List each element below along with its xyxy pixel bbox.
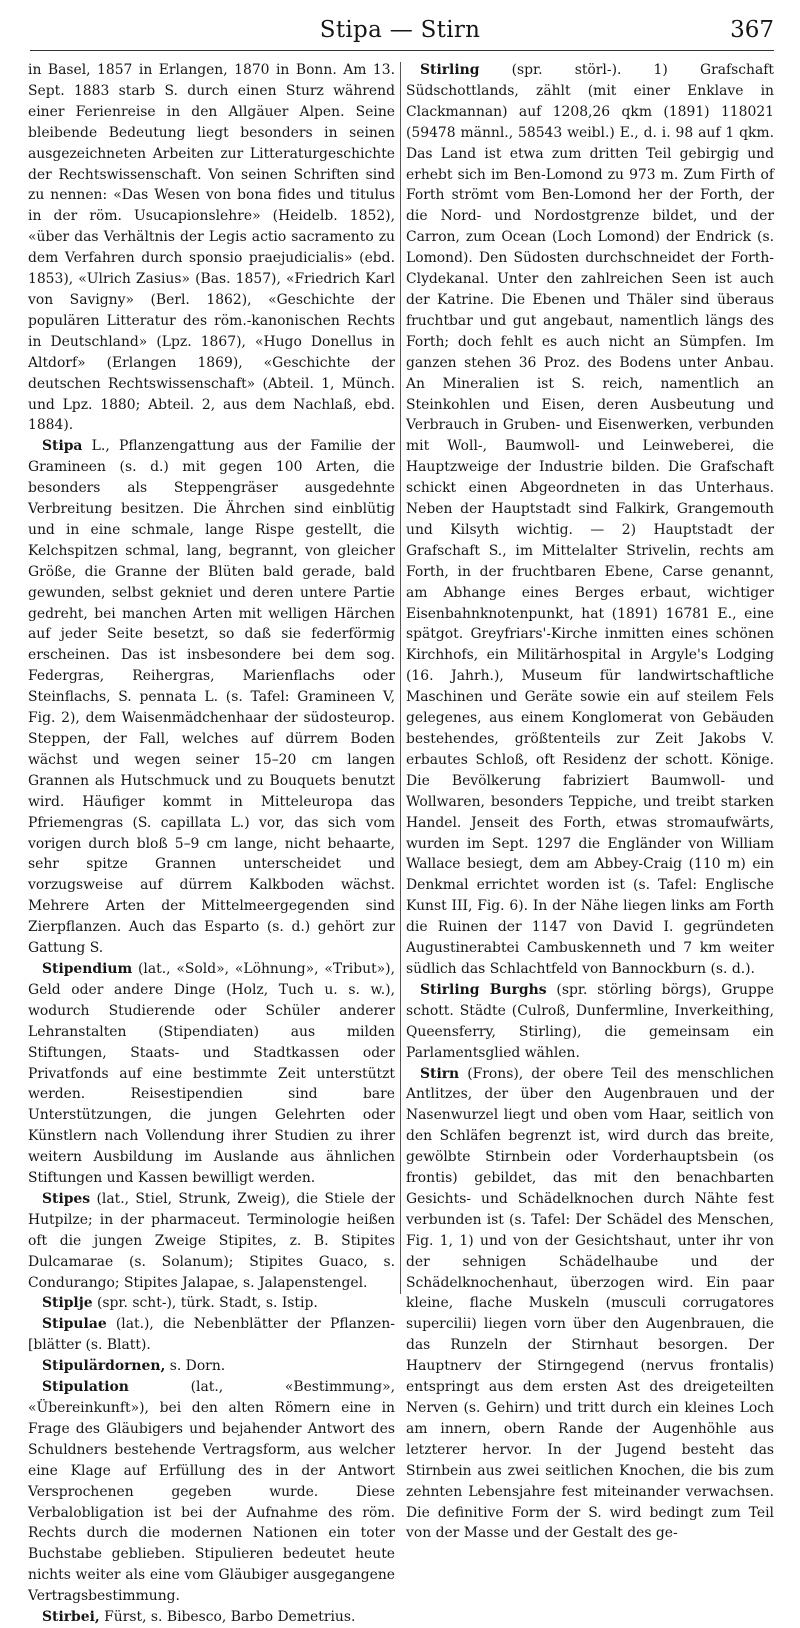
headword: Stipulae bbox=[42, 1316, 107, 1333]
running-header bbox=[30, 10, 774, 51]
entry-stipendium bbox=[28, 959, 395, 1189]
entry-stipulae bbox=[28, 1314, 395, 1356]
entry-text: (lat., «Bestimmung», «Übereinkunft»), bei den alten Römern eine in Frage des Gläubigers und bejahender Antwort des Schuldners bestehende Vertragsform, aus welcher eine Klage auf Erfüllung des in der Antwort Versprochenen gegeben wurde. Diese Verbalobligation ist bei der Aufnahme des röm. Rechts durch die modernen Nationen ein toter Buchstabe geblieben. Stipulieren bedeutet heute nichts weiter als eine vom Gläubiger ausgegangene Vertragsbestimmung. bbox=[28, 1379, 395, 1605]
entry-stirbei bbox=[28, 1607, 395, 1628]
entry-text: (spr. störl-). 1) Grafschaft Südschottlands, zählt (mit einer Enklave in Clackmannan) auf 1208,26 qkm (1891) 118021 (59478 männl., 58543 weibl.) E., d. i. 98 auf 1 qkm. Das Land ist etwa zum dritten Teil gebirgig und erhebt sich im Ben-Lomond zu 973 m. Zum Firth of Forth strömt vom Ben-Lomond her der Forth, der die Nord- und Nordostgrenze bildet, und der Carron, zum Ocean (Loch Lomond) der Endrick (s. Lomond). Den Südosten durchschneidet der Forth-Clydekanal. Unter den zahlreichen Seen ist auch der Katrine. Die Ebenen und Thäler sind überaus fruchtbar und gut angebaut, namentlich längs des Forth; doch fehlt es auch nicht an Sümpfen. Im ganzen stehen 36 Proz. des Bodens unter Anbau. An Mineralien ist S. reich, namentlich an Steinkohlen und Eisen, deren Ausbeutung und Verbrauch in Gruben- und Eisenwerken, verbunden mit Woll-, Baumwoll- und Leinweberei, die Hauptzweige der Industrie bilden. Die Grafschaft schickt einen Abgeordneten in das Unterhaus. Neben der Hauptstadt sind Falkirk, Grangemouth und Kilsyth wichtig. — 2) Hauptstadt der Grafschaft S., im Mittelalter Strivelin, rechts am Forth, in der fruchtbaren Ebene, Carse genannt, am Abhange eines Berges erbaut, wichtiger Eisenbahnknotenpunkt, hat (1891) 16781 E., eine spätgot. Greyfriars'-Kirche inmitten eines schönen Kirchhofs, ein Militärhospital in Argyle's Lodging (16. Jahrh.), Museum für landwirtschaftliche Maschinen und Geräte sowie ein auf steilem Fels gelegenes, aus einem Konglomerat von Gebäuden bestehendes, größtenteils zur Zeit Jakobs V. erbautes Schloß, oft Residenz der schott. Könige. Die Bevölkerung fabriziert Baumwoll- und Wollwaren, besonders Teppiche, und treibt starken Handel. Jenseit des Forth, etwas stromaufwärts, wurden im Sept. 1297 die Engländer von William Wallace besiegt, dem am Abbey-Craig (110 m) ein Denkmal errichtet worden ist (s. Tafel: Englische Kunst III, Fig. 6). In der Nähe liegen links am Forth die Ruinen der 1147 von David I. gegründeten Augustinerabtei Cambuskenneth und 7 km weiter südlich das Schlachtfeld von Bannockburn (s. d.). bbox=[406, 62, 774, 977]
entry-stipes bbox=[28, 1189, 395, 1294]
column-divider bbox=[400, 62, 401, 1294]
headword: Stiplje bbox=[42, 1295, 93, 1312]
page-number: 367 bbox=[730, 17, 774, 43]
entry-text: (lat., «Sold», «Löhnung», «Tribut»), Geld oder andere Dinge (Holz, Tuch u. s. w.), wodurch Studierende oder Schüler anderer Lehranstalten (Stipendiaten) aus milden Stiftungen, Staats- und Stadtkassen oder Privatfonds auf eine bestimmte Zeit unterstützt werden. Reisestipendien sind bare Unterstützungen, die jungen Gelehrten oder Künstlern nach Vollendung ihrer Studien zu ihrer weitern Ausbildung im Auslande aus ähnlichen Stiftungen und Kassen bewilligt werden. bbox=[28, 960, 395, 1187]
headword: Stipes bbox=[42, 1190, 91, 1207]
entry-stipa bbox=[28, 436, 395, 959]
headword: Stipa bbox=[42, 438, 83, 455]
entry-text: Fürst, s. Bibesco, Barbo Demetrius. bbox=[99, 1609, 356, 1626]
headword: Stipulation bbox=[42, 1379, 129, 1396]
right-column bbox=[406, 60, 774, 1542]
headword: Stirling Burghs bbox=[420, 981, 547, 998]
entry-text: L., Pflanzengattung aus der Familie der Gramineen (s. d.) mit gegen 100 Arten, die besonders als Steppengräser ausgedehnte Verbreitung besitzen. Die Ährchen sind einblütig und in eine schmale, lange Rispe gestellt, die Kelchspitzen schmal, lang, begrannt, von gleicher Größe, die Granne der Blüten bald gerade, bald gewunden, selbst gekniet und deren untere Partie gedreht, bei manchen Arten mit welligen Härchen auf jeder Seite besetzt, so daß sie federförmig erscheinen. Das ist insbesondere bei dem sog. Federgras, Reihergras, Marienflachs oder Steinflachs, S. pennata L. (s. Tafel: Gramineen V, Fig. 2), dem Waisenmädchenhaar der südosteurop. Steppen, der Fall, welches auf dürrem Boden wächst und wegen seiner 15–20 cm langen Grannen als Hutschmuck und zu Bouquets benutzt wird. Häufiger kommt in Mitteleuropa das Pfriemengras (S. capillata L.) vor, das sich vom vorigen durch bloß 5–9 cm lange, nicht behaarte, sehr spitze Grannen unterscheidet und vorzugsweise auf dürrem Kalkboden wächst. Mehrere Arten der Mittelmeergegenden sind Zierpflanzen. Auch das Esparto (s. d.) gehört zur Gattung S. bbox=[28, 438, 395, 957]
headword: Stirling bbox=[420, 62, 480, 78]
entry-continuation: in Basel, 1857 in Erlangen, 1870 in Bonn. Am 13. Sept. 1883 starb S. durch einen Sturz während einer Ferienreise in den Allgäuer Alpen. Seine bleibende Bedeutung liegt besonders in seinen ausgezeichneten Arbeiten zur Litteraturgeschichte der Rechtswissenschaft. Von seinen Schriften sind zu nennen: «Das Wesen von bona fides und titulus in der röm. Usucapionslehre» (Heidelb. 1852), «über das Verhältnis der Legis actio sacramento zu dem Verfahren durch sponsio praejudicialis» (ebd. 1853), «Ulrich Zasius» (Bas. 1857), «Friedrich Karl von Savigny» (Berl. 1862), «Geschichte der populären Litteratur des röm.-kanonischen Rechts in Deutschland» (Lpz. 1867), «Hugo Donellus in Altdorf» (Erlangen 1869), «Geschichte der deutschen Rechtswissenschaft» (Abteil. 1, Münch. und Lpz. 1880; Abteil. 2, aus dem Nachlaß, ebd. 1884). bbox=[28, 62, 395, 434]
entry-text: (lat.), die Nebenblätter der Pflanzen- [blätter (s. Blatt). bbox=[28, 1316, 395, 1354]
entry-text: (Frons), der obere Teil des menschlichen Antlitzes, der über den Augenbrauen und der Nasenwurzel liegt und oben vom Haar, seitlich von den Schläfen begrenzt ist, wird durch das breite, gewölbte Stirnbein oder Vorderhauptsbein (os frontis) gebildet, das mit den benachbarten Gesichts- und Schädelknochen durch Nähte fest verbunden ist (s. Tafel: Der Schädel des Menschen, Fig. 1, 1) und von der Gesichtshaut, unter ihr von der sehnigen Schädelhaube und der Schädelknochenhaut, überzogen wird. Ein paar kleine, flache Muskeln (musculi corrugatores supercilii) liegen vorn über den Augenbrauen, die das Runzeln der Stirnhaut besorgen. Der Hauptnerv der Stirngegend (nervus frontalis) entspringt aus dem ersten Ast des dreigeteilten Nerven (s. Gehirn) und tritt durch ein kleines Loch am innern, obern Rande der Augenhöhle aus letzterer hervor. In der Jugend besteht das Stirnbein aus zwei seitlichen Knochen, die bis zum zehnten Lebensjahre fest miteinander verwachsen. Die definitive Form der S. wird bedingt zum Teil von der Masse und der Gestalt des ge- bbox=[406, 1065, 774, 1542]
running-title: Stipa — Stirn bbox=[319, 17, 481, 43]
entry-text: s. Dorn. bbox=[165, 1358, 226, 1375]
entry-stirling-burghs bbox=[406, 980, 774, 1064]
entry-text: (spr. scht-), türk. Stadt, s. Istip. bbox=[92, 1295, 318, 1312]
entry-text: (lat., Stiel, Strunk, Zweig), die Stiele der Hutpilze; in der pharmaceut. Terminologie heißen oft die jungen Zweige Stipites, z. B. Stipites Dulcamarae (s. Solanum); Stipites Guaco, s. Condurango; Stipites Jalapae, s. Jalapenstengel. bbox=[28, 1190, 395, 1291]
left-column bbox=[28, 60, 395, 1626]
entry-stiplje bbox=[28, 1293, 395, 1314]
headword: Stirn bbox=[420, 1065, 460, 1082]
headword: Stipulärdornen, bbox=[42, 1358, 166, 1375]
entry-stirling bbox=[406, 60, 774, 980]
entry-stirn bbox=[406, 1064, 774, 1545]
entry-stipulation bbox=[28, 1377, 395, 1607]
headword: Stipendium bbox=[42, 960, 133, 977]
entry-text: (spr. störling börgs), Gruppe schott. Städte (Culroß, Dunfermline, Inverkeithing, Queensferry, Stirling), die gemeinsam ein Parlamentsglied wählen. bbox=[406, 981, 774, 1061]
headword: Stirbei, bbox=[42, 1609, 100, 1626]
entry-stipulardornen bbox=[28, 1356, 395, 1377]
